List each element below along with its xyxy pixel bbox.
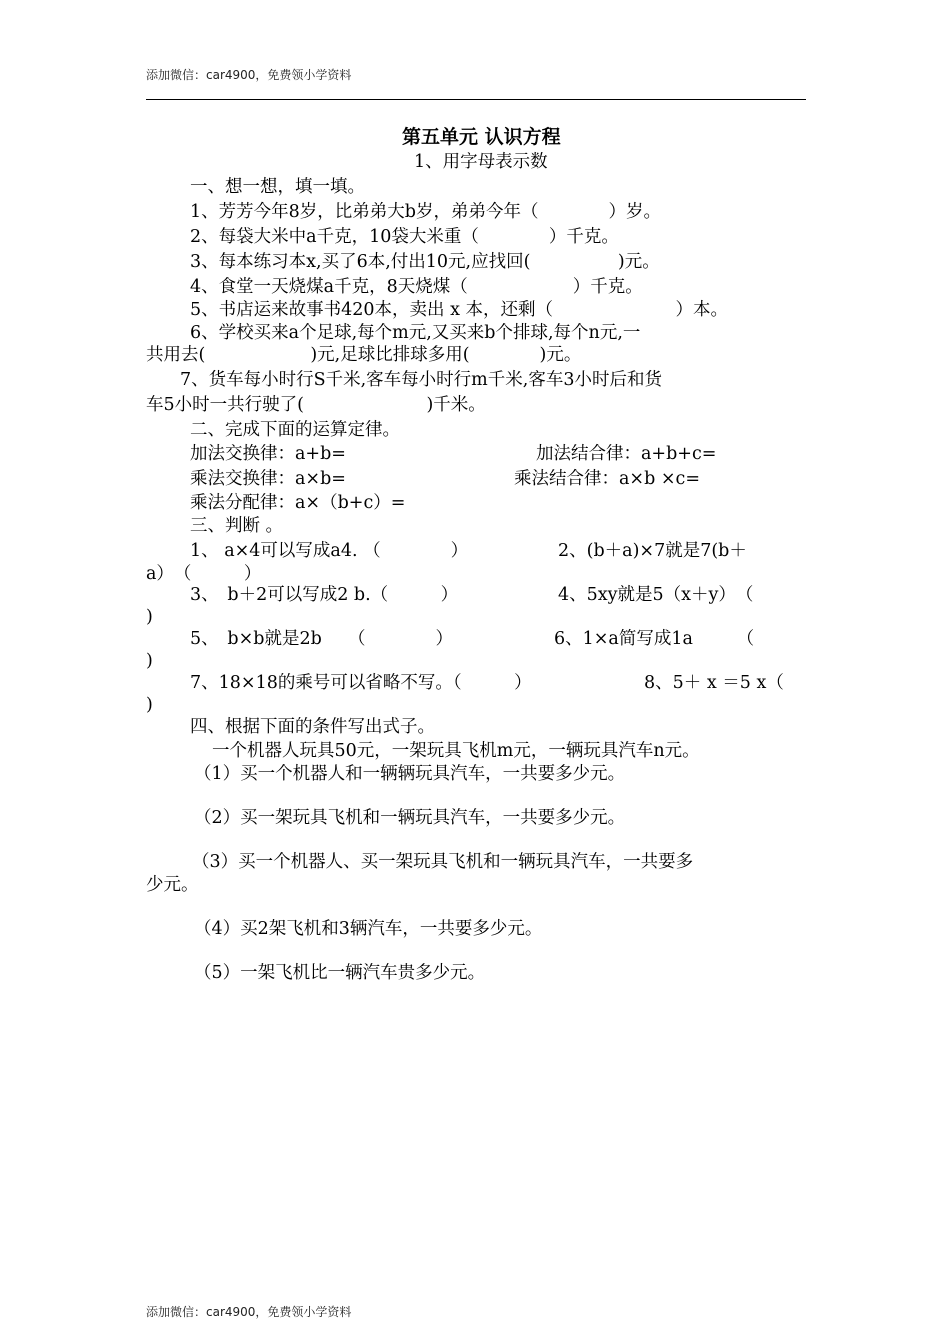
header-divider <box>146 99 806 100</box>
page-footer: 添加微信：car4900，免费领小学资料 <box>146 1305 352 1319</box>
judge-item-8: 8、5＋ x ＝5 x（ <box>644 673 784 693</box>
judge-item-2-cont: a） （ ） <box>146 564 262 584</box>
section2-heading: 二、完成下面的运算定律。 <box>190 420 400 440</box>
judge-item-7: 7、18×18的乘号可以省略不写。（ ） <box>190 673 532 693</box>
lesson-subtitle: 1、用字母表示数 <box>414 152 548 172</box>
question-5: （5）一架飞机比一辆汽车贵多少元。 <box>194 963 486 983</box>
judge-item-5: 5、 b×b就是2b （ ） <box>190 629 454 649</box>
section1-item: 3、每本练习本x,买了6本,付出10元,应找回( )元。 <box>190 252 660 272</box>
question-3: （3）买一个机器人、买一架玩具飞机和一辆玩具汽车，一共要多 <box>192 852 694 872</box>
section3-heading: 三、判断 。 <box>190 516 284 536</box>
judge-item-6: 6、1×a简写成1a （ <box>554 629 755 649</box>
section1-item-cont: 车5小时一共行驶了( )千米。 <box>146 395 486 415</box>
section1-item: 4、食堂一天烧煤a千克，8天烧煤（ ）千克。 <box>190 277 643 297</box>
judge-item-6-cont: ) <box>146 651 153 671</box>
section1-heading: 一、想一想，填一填。 <box>190 177 365 197</box>
section1-item: 2、每袋大米中a千克，10袋大米重（ ）千克。 <box>190 227 619 247</box>
section4-heading: 四、根据下面的条件写出式子。 <box>190 717 435 737</box>
section1-item: 7、货车每小时行S千米,客车每小时行m千米,客车3小时后和货 <box>180 370 662 390</box>
add-commutative-law: 加法交换律：a+b= <box>190 444 346 464</box>
question-2: （2）买一架玩具飞机和一辆玩具汽车，一共要多少元。 <box>194 808 626 828</box>
distributive-law: 乘法分配律：a×（b+c）= <box>190 493 406 513</box>
section1-item: 6、学校买来a个足球,每个m元,又买来b个排球,每个n元,一 <box>190 323 641 343</box>
page-header: 添加微信：car4900，免费领小学资料 <box>146 68 352 82</box>
judge-item-2: 2、(b＋a)×7就是7(b＋ <box>558 541 747 561</box>
mul-commutative-law: 乘法交换律：a×b= <box>190 469 346 489</box>
mul-associative-law: 乘法结合律：a×b ×c= <box>514 469 700 489</box>
judge-item-4-cont: ) <box>146 607 153 627</box>
question-4: （4）买2架飞机和3辆汽车，一共要多少元。 <box>194 919 543 939</box>
section1-item: 1、芳芳今年8岁，比弟弟大b岁，弟弟今年（ ）岁。 <box>190 202 661 222</box>
section1-item-cont: 共用去( )元,足球比排球多用( )元。 <box>146 345 582 365</box>
judge-item-3: 3、 b＋2可以写成2 b.（ ） <box>190 585 459 605</box>
section1-item: 5、书店运来故事书420本，卖出 x 本，还剩（ ）本。 <box>190 300 729 320</box>
section4-intro: 一个机器人玩具50元，一架玩具飞机m元，一辆玩具汽车n元。 <box>212 741 700 761</box>
judge-item-8-cont: ) <box>146 695 153 715</box>
question-3-cont: 少元。 <box>146 875 199 895</box>
page-title: 第五单元 认识方程 <box>402 126 561 148</box>
question-1: （1）买一个机器人和一辆辆玩具汽车，一共要多少元。 <box>194 764 626 784</box>
add-associative-law: 加法结合律：a+b+c= <box>536 444 717 464</box>
judge-item-4: 4、5xy就是5（x＋y） （ <box>558 585 754 605</box>
judge-item-1: 1、 a×4可以写成a4. （ ） <box>190 541 469 561</box>
